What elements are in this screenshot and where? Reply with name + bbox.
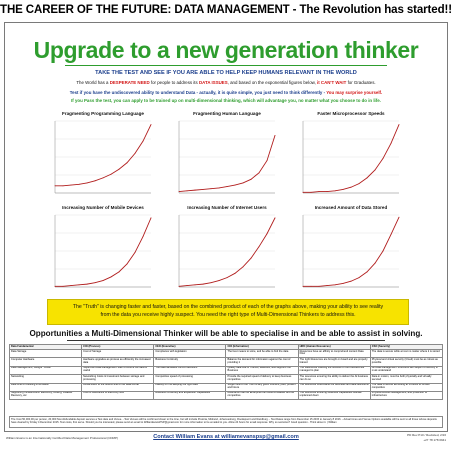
page-title: THE CAREER OF THE FUTURE: DATA MANAGEMENT - The Revolution has started!!	[0, 4, 452, 16]
table-cell: Data in motion, must be both physically and virtually secured	[370, 375, 442, 383]
test-line	[5, 90, 447, 95]
data-point	[275, 217, 276, 218]
chart-title: Increasing Number of Mobile Devices	[62, 205, 144, 210]
table-cell: The right Resources are brought on board and are properly trained	[298, 358, 370, 366]
series-line	[303, 125, 399, 193]
table-cell: Provide the required speed of delivery to keep business competitive	[226, 375, 298, 383]
data-point	[135, 153, 136, 154]
table-cell: Assurance that the Enterprise can avoid a disaster and be competitive	[226, 391, 298, 399]
data-point	[335, 284, 336, 285]
table-cell: Real time of resulting information	[10, 383, 82, 391]
data-point	[303, 192, 304, 193]
data-point	[367, 271, 368, 272]
table-cell: Actual listen to the bottom-line of the data format	[82, 383, 154, 391]
table-cell: Quality data that is Truthful, Relevant, and supports the Business	[226, 366, 298, 374]
table-row	[10, 366, 443, 374]
chart-title: Faster Microprocessor Speeds	[317, 111, 385, 116]
intro-text: The World has a	[76, 80, 110, 85]
chart-5	[171, 205, 283, 297]
chart-plot	[47, 213, 159, 295]
series-line	[55, 125, 151, 186]
opportunities-heading: Opportunities a Multi-Dimensional Thinker will be able to specialise in and be able to assist in solving.	[29, 329, 423, 338]
table-cell: The Resources meeting the success of the business are managed to plan	[298, 366, 370, 374]
data-point	[359, 183, 360, 184]
table-cell: The best means to store, and be able to find the data	[226, 350, 298, 358]
data-point	[103, 280, 104, 281]
chart-3	[295, 111, 407, 203]
table-cell: Physical and virtual security (Cloud) must be as robust as possible	[370, 358, 442, 366]
series-line	[303, 217, 399, 286]
signature: William Evans is an Internationally Certified Data Management Professional (CDMP)	[6, 436, 119, 440]
table-cell: Data Storage	[10, 350, 82, 358]
data-point	[219, 280, 220, 281]
table-cell: Business Continuity and Expansion Capabilities	[154, 391, 226, 399]
chart-title: Fragmenting Programming Language	[62, 111, 144, 116]
data-point	[87, 182, 88, 183]
data-point	[391, 234, 392, 235]
data-point	[319, 191, 320, 192]
data-point	[243, 266, 244, 267]
intro-text: for people to address its	[149, 80, 199, 85]
data-point	[319, 286, 320, 287]
chart-plot	[47, 119, 159, 201]
headline: Upgrade to a new generation thinker	[33, 37, 419, 63]
phone-line: +27 78 178 0941	[423, 437, 446, 442]
table-row	[10, 375, 443, 383]
version-line: PD Rev P10 / Revisited, 2/16	[407, 433, 446, 437]
table-cell: Liability for not keeping the right data	[154, 383, 226, 391]
table-cell: Compliance with legislation	[154, 350, 226, 358]
series-line	[55, 218, 151, 286]
series-line	[179, 135, 275, 191]
table-row	[10, 358, 443, 366]
contact-link[interactable]: Contact William Evans at williamevanspsp@gmail.com	[153, 434, 299, 440]
intro-emphasis: it CAN'T WAIT	[317, 80, 347, 85]
data-point	[63, 185, 64, 186]
data-point	[259, 246, 260, 247]
table-cell: Networking Costs & Investment between storage and processing	[82, 375, 154, 383]
table-cell: Physical Access Management, and protection of infrastructure	[370, 391, 442, 399]
footnote: The Cost 50,000,00 per person, 20,000 Non-Refundable deposit secures a Test date and Venue. - Test Venues will be confirmed closer to the time, but will include Pretoria, Midrand, Johannesburg, Roodepoort and Randburg. - Test Dates range from December 15 2015 to January 8 2016. - Actual times and Venue Options available will be sent to all those whose deposits have cleared by Friday 4 December 2015. Test costs, first serve. Should you be interested, please send an email to WilliamEvansPSP@gmail.com for more information to be emailed to you. Allow 24 hours for email response. Why so secretive? Good question - Think about it. | William	[9, 416, 443, 428]
data-point	[275, 135, 276, 136]
data-point	[259, 172, 260, 173]
table-cell: The resources ensuring Business Capabilities tolerate unplanned down	[298, 391, 370, 399]
table-cell: Cost of Assurance of electricity flow	[82, 391, 154, 399]
data-point	[103, 177, 104, 178]
data-point	[343, 283, 344, 284]
data-point	[235, 185, 236, 186]
test-emphasis: You may surprise yourself.	[326, 90, 383, 95]
chart-plot	[171, 119, 283, 201]
data-point	[311, 286, 312, 287]
data-point	[243, 182, 244, 183]
data-point	[87, 284, 88, 285]
data-point	[79, 184, 80, 185]
table-row	[10, 350, 443, 358]
data-point	[95, 180, 96, 181]
chart-2	[171, 111, 283, 203]
data-point	[111, 276, 112, 277]
data-point	[251, 179, 252, 180]
data-point	[211, 188, 212, 189]
table-row	[10, 383, 443, 391]
table-header: CEO (Executive)	[154, 345, 226, 350]
table-cell: Data Management, Google "CAMP"	[10, 366, 82, 374]
data-point	[195, 284, 196, 285]
data-point	[71, 285, 72, 286]
poster	[4, 22, 448, 432]
data-point	[399, 124, 400, 125]
data-point	[179, 191, 180, 192]
data-point	[235, 273, 236, 274]
data-point	[359, 277, 360, 278]
pass-line: If you Pass the test, you can apply to be trained up on multi-dimensional thinking, which will advantage you, no matter what you choose to do in life.	[71, 98, 381, 103]
data-point	[79, 284, 80, 285]
table-cell: The data facilitates correct decisions	[154, 366, 226, 374]
data-point	[119, 271, 120, 272]
opportunities-table	[9, 344, 443, 400]
data-point	[367, 177, 368, 178]
data-point	[55, 286, 56, 287]
data-point	[119, 169, 120, 170]
data-point	[143, 236, 144, 237]
table-cell: The resources understand the Business and data definitions	[298, 383, 370, 391]
table-header: CIO (Process)	[82, 345, 154, 350]
data-point	[375, 263, 376, 264]
table-cell: Supporting Infrastructure: Electricity, cooling, Disaster Recovery, etc	[10, 391, 82, 399]
data-point	[187, 285, 188, 286]
data-point	[135, 252, 136, 253]
series-line	[179, 218, 275, 286]
chart-plot	[295, 119, 407, 201]
chart-1	[47, 111, 159, 203]
data-point	[127, 162, 128, 163]
chart-title: Increased Amount of Data Stored	[314, 205, 388, 210]
data-point	[383, 158, 384, 159]
chart-title: Fragmenting Human Language	[193, 111, 261, 116]
table-header: HRO (Human Resources)	[298, 345, 370, 350]
data-point	[343, 189, 344, 190]
chart-plot	[295, 213, 407, 295]
data-point	[187, 190, 188, 191]
table-header: Data Fundamental	[10, 345, 82, 350]
test-text: Test if you have the undiscovered ability to understand Data - actually, it is quite simple, you just need to think differently -	[69, 90, 327, 95]
data-point	[179, 286, 180, 287]
truth-line: from the data you receive highly suspect. You need the right type of Multi-Dimensional Thinkers to address this.	[100, 312, 356, 319]
intro-text: , and based on the exponential figures below,	[227, 80, 317, 85]
table-header: CIO (Information)	[226, 345, 298, 350]
table-cell: Supervise Data Management Staff to ensure the data is useful	[82, 366, 154, 374]
data-point	[383, 251, 384, 252]
intro-text: for Graduates.	[346, 80, 376, 85]
version-info	[407, 433, 446, 442]
truth-line: The "Truth" is changing faster and faster, based on the combined product of each of the graphs above, making your ability to see reality	[72, 304, 384, 310]
table-cell: All Data Management Structures are subject to security & must understand	[370, 366, 442, 374]
data-point	[143, 141, 144, 142]
table-cell: Balance the demand for information against the cost of providing it	[226, 358, 298, 366]
data-point	[251, 258, 252, 259]
data-point	[219, 188, 220, 189]
data-point	[63, 286, 64, 287]
data-point	[227, 186, 228, 187]
chart-plot	[171, 213, 283, 295]
data-point	[127, 264, 128, 265]
table-cell: The data is secure according at Protocol to remain competitive	[370, 383, 442, 391]
data-point	[71, 185, 72, 186]
table-cell: Networking	[10, 375, 82, 383]
intro-emphasis: DESPERATE NEED	[109, 80, 150, 85]
data-point	[399, 217, 400, 218]
opportunities-underline	[67, 340, 385, 341]
data-point	[335, 190, 336, 191]
data-point	[311, 192, 312, 193]
table-cell: Computer Hardware	[10, 358, 82, 366]
data-point	[327, 191, 328, 192]
chart-4	[47, 205, 159, 297]
data-point	[267, 233, 268, 234]
data-point	[195, 190, 196, 191]
table-cell: The resources ensuring the ability to deliver the Al business can do so	[298, 375, 370, 383]
data-point	[267, 160, 268, 161]
table-cell: The data is secure while at rest no matter where it is stored	[370, 350, 442, 358]
data-point	[391, 143, 392, 144]
table-cell: Hardware upgrades as process as efficiently the increased data	[82, 358, 154, 366]
data-point	[327, 285, 328, 286]
table-cell: Business Continuity	[154, 358, 226, 366]
data-point	[151, 217, 152, 218]
data-point	[203, 284, 204, 285]
chart-title: Increasing Number of Internet Users	[187, 205, 267, 210]
data-point	[111, 174, 112, 175]
data-point	[351, 187, 352, 188]
intro-emphasis: DATA ISSUES	[198, 80, 228, 85]
intro-line	[5, 80, 447, 85]
table-cell: Resources have an affinity to comprehend content Data Flow	[298, 350, 370, 358]
data-point	[303, 286, 304, 287]
data-point	[203, 189, 204, 190]
table-header: CSO (Security)	[370, 345, 442, 350]
headline-underline	[65, 65, 387, 66]
truth-banner	[47, 299, 409, 325]
data-point	[151, 124, 152, 125]
subheading: TAKE THE TEST AND SEE IF YOU ARE ABLE TO HELP KEEP HUMANS RELEVANT IN THE WORLD	[95, 70, 357, 76]
data-point	[55, 185, 56, 186]
data-point	[95, 282, 96, 283]
data-point	[375, 170, 376, 171]
table-cell: Cost of Storage	[82, 350, 154, 358]
table-cell: Competitive speed of processing	[154, 375, 226, 383]
data-point	[227, 277, 228, 278]
data-point	[351, 281, 352, 282]
data-point	[211, 282, 212, 283]
table-cell: Single view of the Truth to any given moment, past, present and future	[226, 383, 298, 391]
table-row	[10, 391, 443, 399]
chart-6	[295, 205, 407, 297]
